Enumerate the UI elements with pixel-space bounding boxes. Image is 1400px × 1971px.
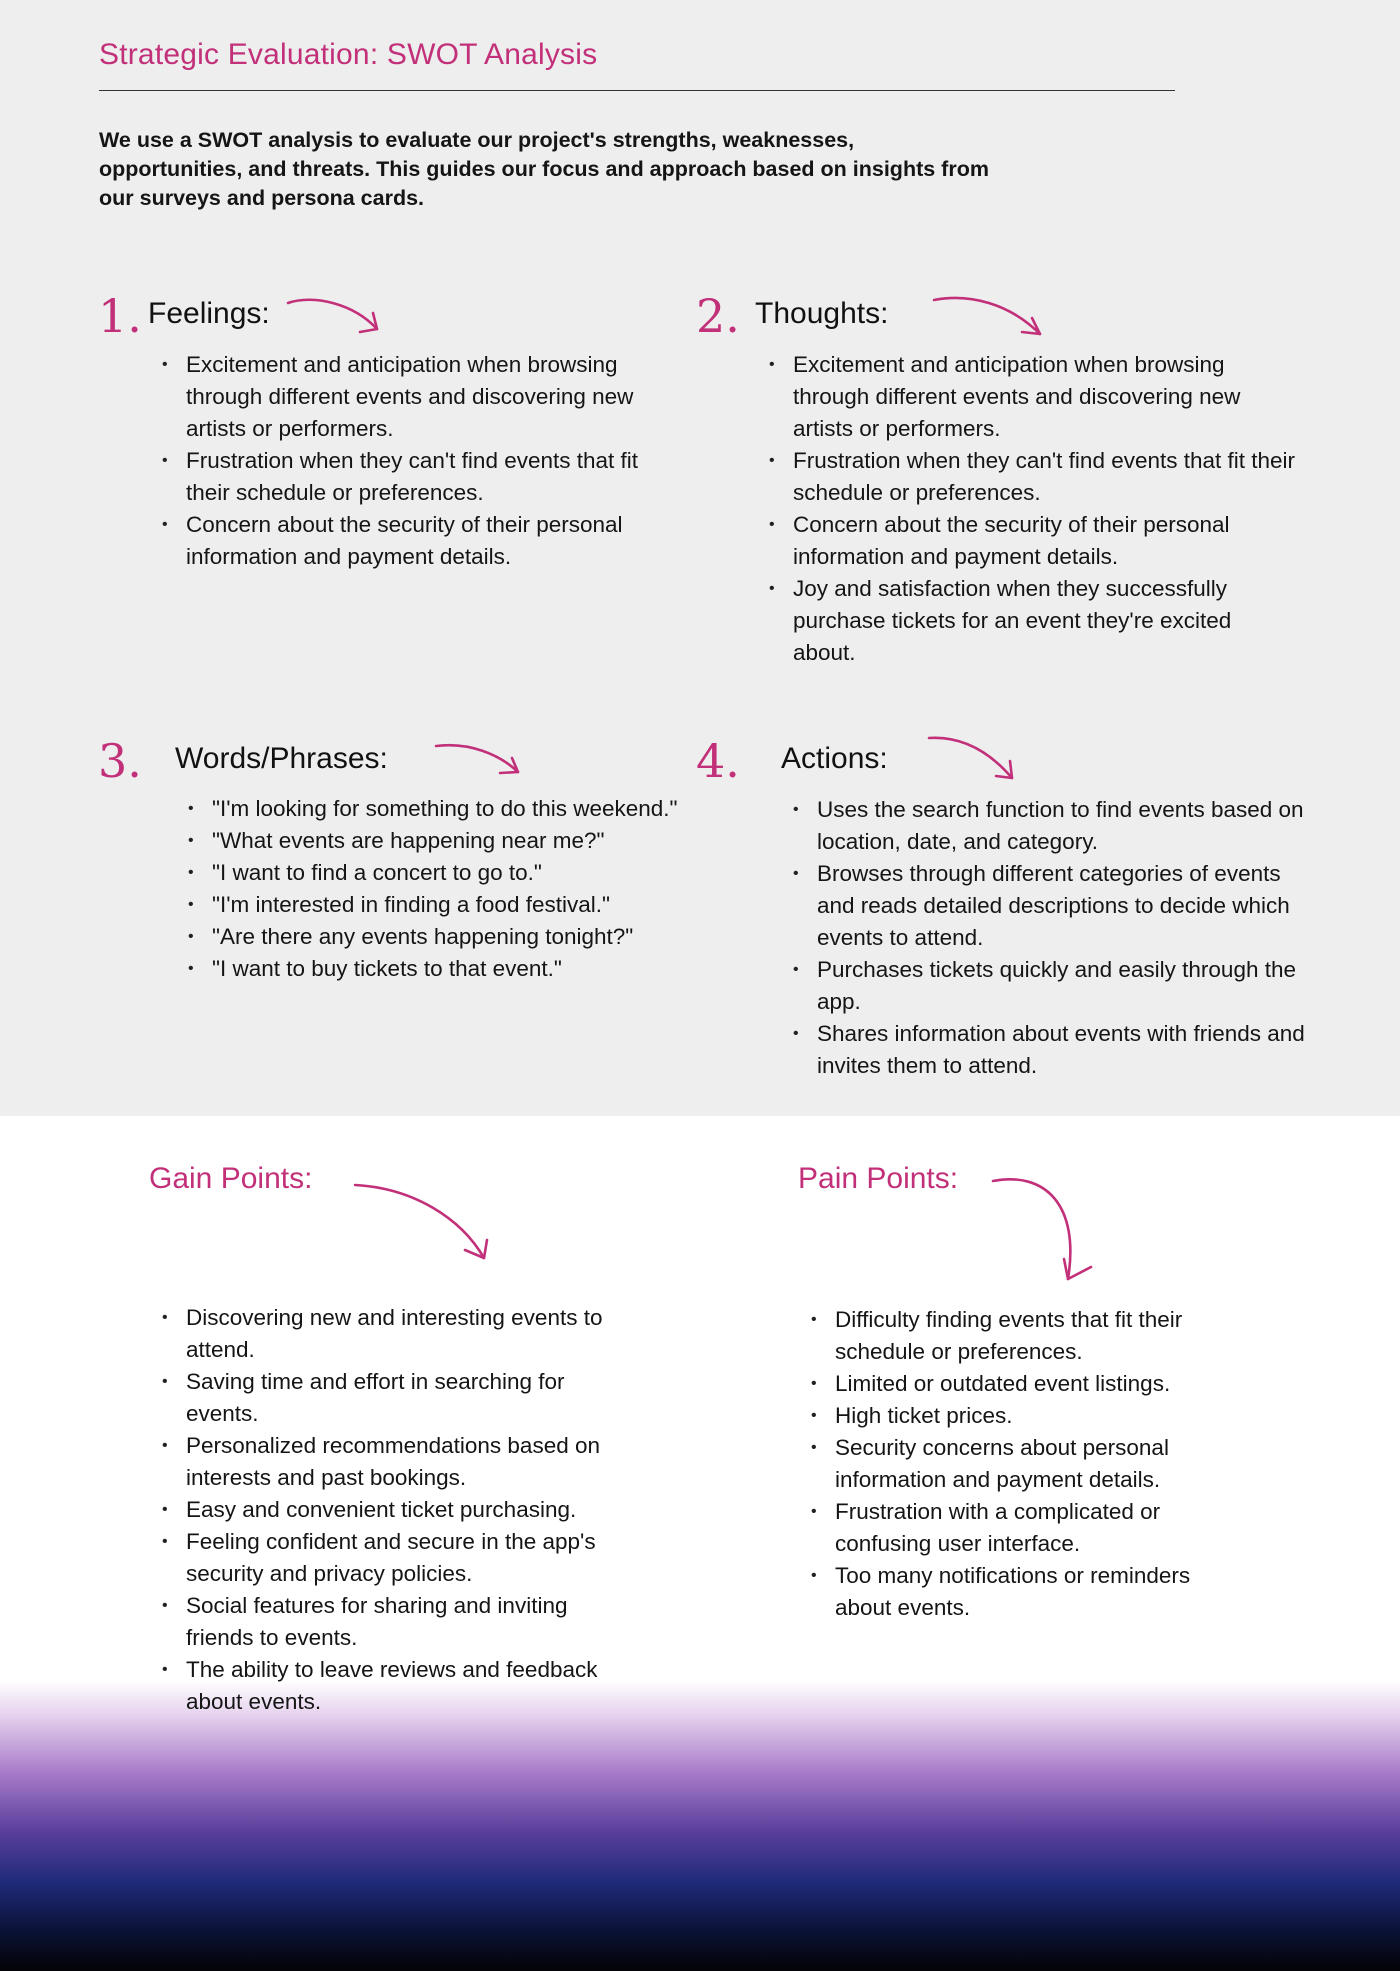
section-title-feelings: Feelings: <box>148 297 270 330</box>
list-item: • "Are there any events happening tonight?" <box>188 921 688 953</box>
list-item: • Frustration when they can't find events that fit their schedule or preferences. <box>162 445 682 509</box>
list-item: • Concern about the security of their personal information and payment details. <box>162 509 682 573</box>
list-item: • "I want to find a concert to go to." <box>188 857 688 889</box>
list-item: • Purchases tickets quickly and easily through the app. <box>793 954 1313 1018</box>
title-divider <box>99 90 1175 91</box>
feelings-list <box>162 349 682 573</box>
section-title-thoughts: Thoughts: <box>755 297 889 330</box>
list-item: • Difficulty finding events that fit their schedule or preferences. <box>811 1304 1251 1368</box>
list-item: • "What events are happening near me?" <box>188 825 688 857</box>
list-item: • Too many notifications or reminders about events. <box>811 1560 1251 1624</box>
list-item: • Feeling confident and secure in the app's security and privacy policies. <box>162 1526 622 1590</box>
list-item: • Browses through different categories of events and reads detailed descriptions to decide which events to attend. <box>793 858 1313 954</box>
arrow-icon <box>926 736 1016 781</box>
list-item: • "I'm looking for something to do this weekend." <box>188 793 688 825</box>
thoughts-list <box>769 349 1299 669</box>
arrow-icon <box>284 296 384 341</box>
list-item: • Excitement and anticipation when browsing through different events and discovering new artists or performers. <box>769 349 1299 445</box>
footer-gradient <box>0 1680 1400 1971</box>
words-phrases-list <box>188 793 688 985</box>
list-item: • "I'm interested in finding a food festival." <box>188 889 688 921</box>
section-number-1: 1. <box>98 289 142 343</box>
arrow-icon <box>353 1180 493 1265</box>
list-item: • Shares information about events with friends and invites them to attend. <box>793 1018 1313 1082</box>
list-item: • Excitement and anticipation when browsing through different events and discovering new artists or performers. <box>162 349 682 445</box>
pain-points-title: Pain Points: <box>798 1162 959 1195</box>
list-item: • Joy and satisfaction when they successfully purchase tickets for an event they're excited about. <box>769 573 1299 669</box>
section-number-4: 4. <box>696 734 740 788</box>
arrow-icon <box>930 296 1040 341</box>
list-item: • "I want to buy tickets to that event." <box>188 953 688 985</box>
list-item: • Limited or outdated event listings. <box>811 1368 1251 1400</box>
list-item: • Personalized recommendations based on interests and past bookings. <box>162 1430 622 1494</box>
pain-points-list <box>811 1304 1251 1624</box>
page-title: Strategic Evaluation: SWOT Analysis <box>99 38 598 71</box>
arrow-icon <box>990 1175 1100 1285</box>
gain-points-title: Gain Points: <box>149 1162 313 1195</box>
list-item: • Uses the search function to find events based on location, date, and category. <box>793 794 1313 858</box>
section-number-3: 3. <box>98 734 142 788</box>
list-item: • Discovering new and interesting events to attend. <box>162 1302 622 1366</box>
list-item: • Social features for sharing and inviting friends to events. <box>162 1590 622 1654</box>
list-item: • Security concerns about personal information and payment details. <box>811 1432 1251 1496</box>
actions-list <box>793 794 1313 1082</box>
list-item: • Saving time and effort in searching for events. <box>162 1366 622 1430</box>
list-item: • The ability to leave reviews and feedback about events. <box>162 1654 622 1718</box>
section-title-words-phrases: Words/Phrases: <box>175 742 388 775</box>
intro-paragraph: We use a SWOT analysis to evaluate our project's strengths, weaknesses, opportunities, and threats. This guides our focus and approach based on insights from our surveys and persona cards. <box>99 128 989 210</box>
gain-points-list <box>162 1302 622 1718</box>
list-item: • Concern about the security of their personal information and payment details. <box>769 509 1299 573</box>
section-title-actions: Actions: <box>781 742 888 775</box>
list-item: • High ticket prices. <box>811 1400 1251 1432</box>
section-number-2: 2. <box>696 289 740 343</box>
arrow-icon <box>434 742 534 782</box>
list-item: • Frustration when they can't find events that fit their schedule or preferences. <box>769 445 1299 509</box>
list-item: • Easy and convenient ticket purchasing. <box>162 1494 622 1526</box>
list-item: • Frustration with a complicated or confusing user interface. <box>811 1496 1251 1560</box>
